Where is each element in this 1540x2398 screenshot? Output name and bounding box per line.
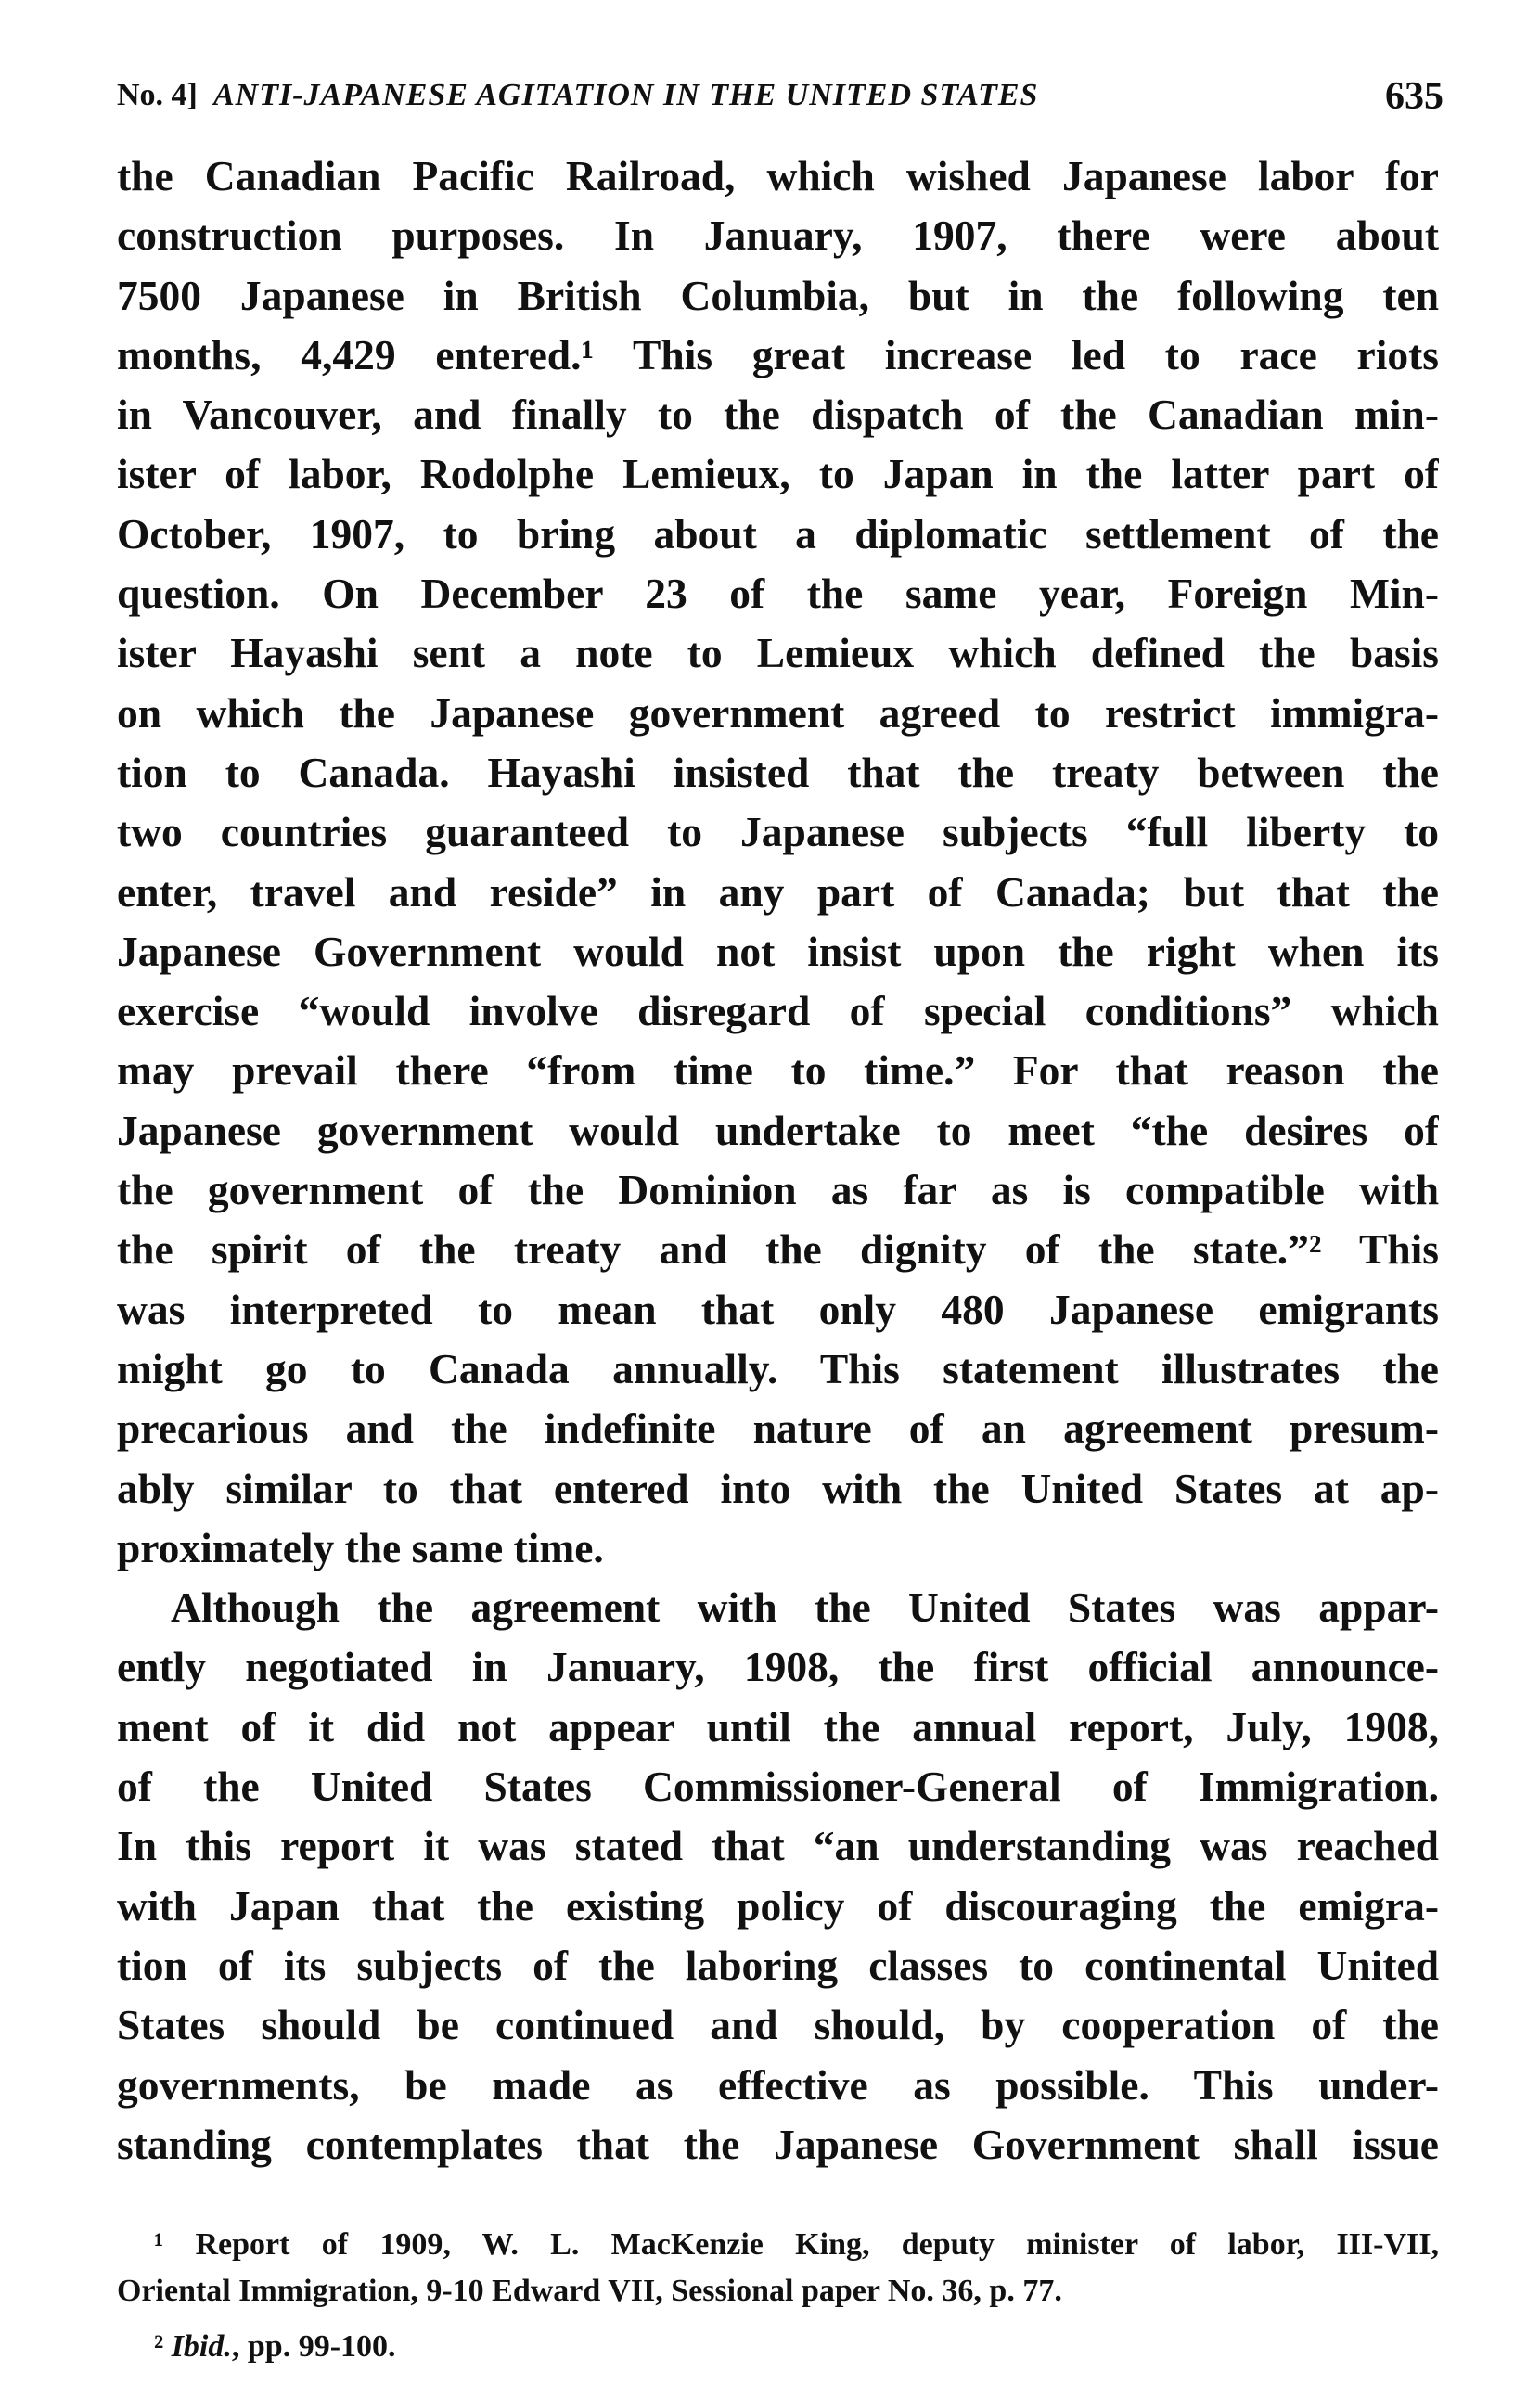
text-line: tion of its subjects of the laboring classes to continental United <box>117 1941 1439 1989</box>
footnote-1-line-1: ¹ Report of 1909, W. L. MacKenzie King, deputy minister of labor, III-VII, <box>154 2227 1439 2262</box>
text-line: the Canadian Pacific Railroad, which wished Japanese labor for <box>117 152 1439 199</box>
text-line: ably similar to that entered into with the United States at ap- <box>117 1464 1439 1512</box>
text-line: ister of labor, Rodolphe Lemieux, to Japan in the latter part of <box>117 450 1439 498</box>
footnote-2-pages: , pp. 99-100. <box>231 2329 396 2364</box>
text-line: governments, be made as effective as possible. This under- <box>117 2060 1439 2109</box>
text-line: Japanese government would undertake to meet “the desires of <box>117 1106 1439 1154</box>
text-line: 7500 Japanese in British Columbia, but in the following ten <box>117 271 1439 319</box>
text-line: of the United States Commissioner-General of Immigration. <box>117 1763 1439 1811</box>
text-line: ently negotiated in January, 1908, the first official announce- <box>117 1643 1439 1691</box>
text-line: the government of the Dominion as far as is compatible with <box>117 1166 1439 1214</box>
text-line: might go to Canada annually. This statement illustrates the <box>117 1344 1439 1392</box>
text-line: may prevail there “from time to time.” For that reason the <box>117 1046 1439 1095</box>
text-line: exercise “would involve disregard of special conditions” which <box>117 987 1439 1035</box>
running-header <box>117 72 1444 128</box>
text-line: ister Hayashi sent a note to Lemieux which defined the basis <box>117 629 1439 677</box>
text-line: with Japan that the existing policy of discouraging the emigra- <box>117 1881 1439 1930</box>
paragraph-start-line: Although the agreement with the United States was appar- <box>171 1584 1439 1632</box>
text-line: in Vancouver, and finally to the dispatch of the Canadian min- <box>117 391 1439 439</box>
text-line: construction purposes. In January, 1907, there were about <box>117 212 1439 260</box>
footnote-2-marker: ² <box>154 2329 164 2364</box>
text-line: months, 4,429 entered.¹ This great increase led to race riots <box>117 330 1439 378</box>
text-line: on which the Japanese government agreed to restrict immigra- <box>117 688 1439 737</box>
text-line: States should be continued and should, by cooperation of the <box>117 2001 1439 2049</box>
text-line: October, 1907, to bring about a diplomatic settlement of the <box>117 509 1439 558</box>
text-line: two countries guaranteed to Japanese subjects “full liberty to <box>117 808 1439 856</box>
text-line: standing contemplates that the Japanese Government shall issue <box>117 2120 1439 2168</box>
footnote-1-line-2: Oriental Immigration, 9-10 Edward VII, Sessional paper No. 36, p. 77. <box>117 2274 1062 2308</box>
text-line: was interpreted to mean that only 480 Japanese emigrants <box>117 1285 1439 1333</box>
footnotes <box>117 2222 1439 2370</box>
text-line: question. On December 23 of the same year, Foreign Min- <box>117 570 1439 618</box>
page-number: 635 <box>1385 75 1444 118</box>
running-title: ANTI-JAPANESE AGITATION IN THE UNITED STATES <box>213 78 1039 112</box>
text-line: Japanese Government would not insist upon the right when its <box>117 927 1439 975</box>
text-line: precarious and the indefinite nature of an agreement presum- <box>117 1404 1439 1453</box>
paragraph-end-line: proximately the same time. <box>117 1523 604 1571</box>
text-line: ment of it did not appear until the annual report, July, 1908, <box>117 1702 1439 1750</box>
body-text <box>117 147 1439 2174</box>
text-line: enter, travel and reside” in any part of Canada; but that the <box>117 867 1439 916</box>
issue-number: No. 4] <box>117 78 198 112</box>
text-line: In this report it was stated that “an understanding was reached <box>117 1822 1439 1870</box>
footnote-2 <box>117 2324 1439 2370</box>
text-line: tion to Canada. Hayashi insisted that the treaty between the <box>117 748 1439 796</box>
text-line: the spirit of the treaty and the dignity of the state.”² This <box>117 1225 1439 1274</box>
footnote-2-ibid: Ibid. <box>171 2329 232 2364</box>
